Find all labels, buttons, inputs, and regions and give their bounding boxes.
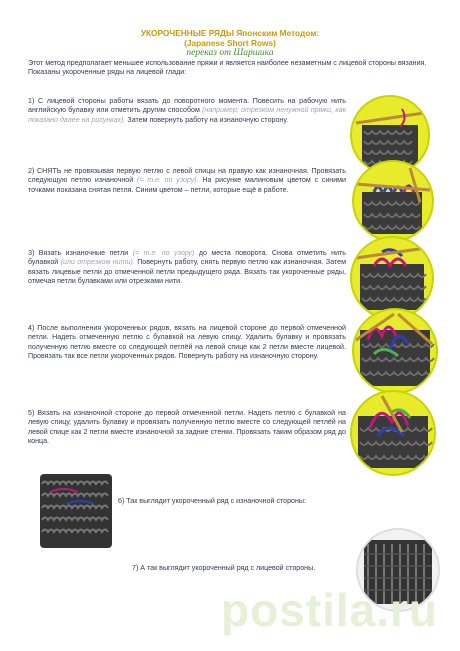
step-6-text: 6) Так выглядит укороченный ряд с изнаночной стороны: <box>118 497 306 505</box>
intro-line-2: Показаны укороченные ряды на лицевой глади: <box>28 68 187 77</box>
page-title: УКОРОЧЕННЫЕ РЯДЫ Японским Методом: <box>140 28 320 38</box>
knitting-icon <box>354 162 432 240</box>
step-1-text <box>28 97 346 125</box>
step-3-note: (= т.е. по узору) <box>132 249 195 257</box>
translator-credit: переказ от Шаршика <box>186 48 274 58</box>
knitting-icon <box>354 310 436 392</box>
step-2-illustration <box>352 160 434 242</box>
watermark-logo: postila.ru <box>220 584 438 636</box>
step-2-end: На рисунке малиновым цветом с синими точками показана снятая петля. Синим цветом – петли, которые ещё в работе. <box>28 176 346 194</box>
step-3-end: Повернуть работу, снять первую петлю как изнаночная. Затем вязать лицевые петли до отмеченной петли предыдущего ряда. Вязать так укороченные ряды, отмечая петли булавками или отрезками нити. <box>28 258 346 286</box>
step-2-text <box>28 167 346 195</box>
knitted-swatch-purl-side-icon <box>36 468 116 552</box>
knitting-icon <box>352 238 432 318</box>
step-2-note: (= т.е. по узору). <box>136 176 199 185</box>
knitting-icon <box>352 392 434 474</box>
step-6-illustration <box>36 468 116 552</box>
intro-line-1: Этот метод предполагает меньшее использование пряжи и является наиболее незаметным с лицевой стороны вязания. <box>28 59 427 67</box>
step-7-text: 7) А так выглядит укороченный ряд с лицевой стороны. <box>132 564 316 572</box>
step-5-text: 5) Вязать на изнаночной стороне до первой отмеченной петли. Надеть петлю с булавкой на левую спицу, удалить булавку и провязать полученную петлю вместе со следующей петлёй на левой спице как 2 петли вместе изнаночной за задние стенки. Провязать таким образом ряд до конца. <box>28 409 346 446</box>
step-2-main: 2) СНЯТЬ не провязывая первую петлю с левой спицы на правую как изнаночная. Провязать следующую петлю изнаночной <box>28 167 346 185</box>
step-1-end: Затем повернуть работу на изнаночную сторону. <box>127 115 289 124</box>
intro-text <box>28 59 438 78</box>
step-4-illustration <box>352 308 438 394</box>
step-1-main: 1) С лицевой стороны работы вязать до поворотного момента. Повесить на рабочую нить английскую булавку или отметить другим способом <box>28 97 346 115</box>
step-1-note: (например: отрезком ненужной пряжи, как показано далее на рисунках). <box>28 106 346 124</box>
page-subtitle-english: (Japanese Short Rows) <box>184 38 276 48</box>
step-3-main: 3) Вязать изнаночные петли <box>28 249 129 257</box>
step-3-text <box>28 249 346 287</box>
step-5-illustration <box>350 390 436 476</box>
step-3-note-2: (или отрезком нити). <box>60 258 135 267</box>
step-3-middle: до места поворота. Снова отметить нить булавкой <box>28 249 346 267</box>
step-4-text: 4) После выполнения укороченных рядов, вязать на лицевой стороне до первой отмеченной петли. Надеть отмеченную петлю с булавкой на левую спицу. Удалить булавку и провязать полученную петлю вместе со следующей петлёй на левой спице как 2 петли вместе лицевой. Провязать так все петли укороченных рядов. Повернуть работу на изнаночную сторону. <box>28 324 346 361</box>
